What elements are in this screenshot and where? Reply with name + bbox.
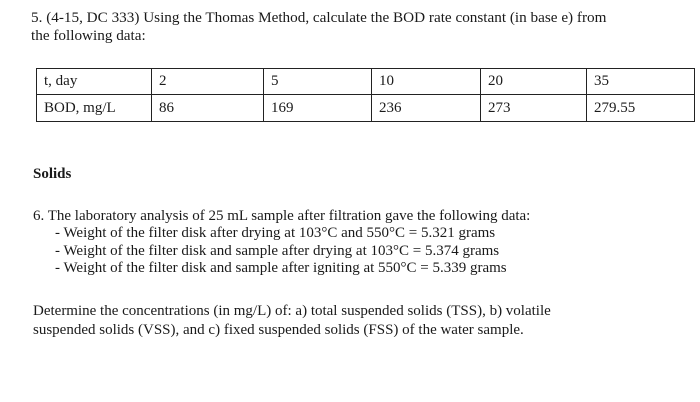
table-cell: 86 <box>152 95 264 122</box>
table-row-bod <box>37 95 695 122</box>
question-5-line-1: 5. (4-15, DC 333) Using the Thomas Method, calculate the BOD rate constant (in base e) from <box>31 9 607 26</box>
solids-heading: Solids <box>33 166 72 182</box>
list-item: - Weight of the filter disk and sample after igniting at 550°C = 5.339 grams <box>55 260 507 276</box>
row-label-bod: BOD, mg/L <box>37 95 152 122</box>
question-6-prompt-line-1: Determine the concentrations (in mg/L) of: a) total suspended solids (TSS), b) volatile <box>33 303 551 319</box>
question-6-prompt <box>33 302 683 340</box>
row-label-time: t, day <box>37 69 152 95</box>
table-cell: 20 <box>481 69 587 95</box>
table-cell: 279.55 <box>587 95 695 122</box>
table-cell: 5 <box>264 69 372 95</box>
table-cell: 273 <box>481 95 587 122</box>
table-cell: 169 <box>264 95 372 122</box>
table-cell: 2 <box>152 69 264 95</box>
question-5-text <box>31 9 691 45</box>
question-6-prompt-line-2: suspended solids (VSS), and c) fixed suspended solids (FSS) of the water sample. <box>33 322 524 338</box>
table-cell: 10 <box>372 69 481 95</box>
bod-data-table <box>36 68 695 122</box>
question-6-data-list <box>55 225 507 278</box>
table-cell: 35 <box>587 69 695 95</box>
question-6-intro: 6. The laboratory analysis of 25 mL sample after filtration gave the following data: <box>33 208 531 224</box>
table-cell: 236 <box>372 95 481 122</box>
question-5-line-2: the following data: <box>31 27 146 44</box>
table-row-time <box>37 69 695 95</box>
list-item: - Weight of the filter disk after drying at 103°C and 550°C = 5.321 grams <box>55 225 496 241</box>
list-item: - Weight of the filter disk and sample after drying at 103°C = 5.374 grams <box>55 242 500 259</box>
